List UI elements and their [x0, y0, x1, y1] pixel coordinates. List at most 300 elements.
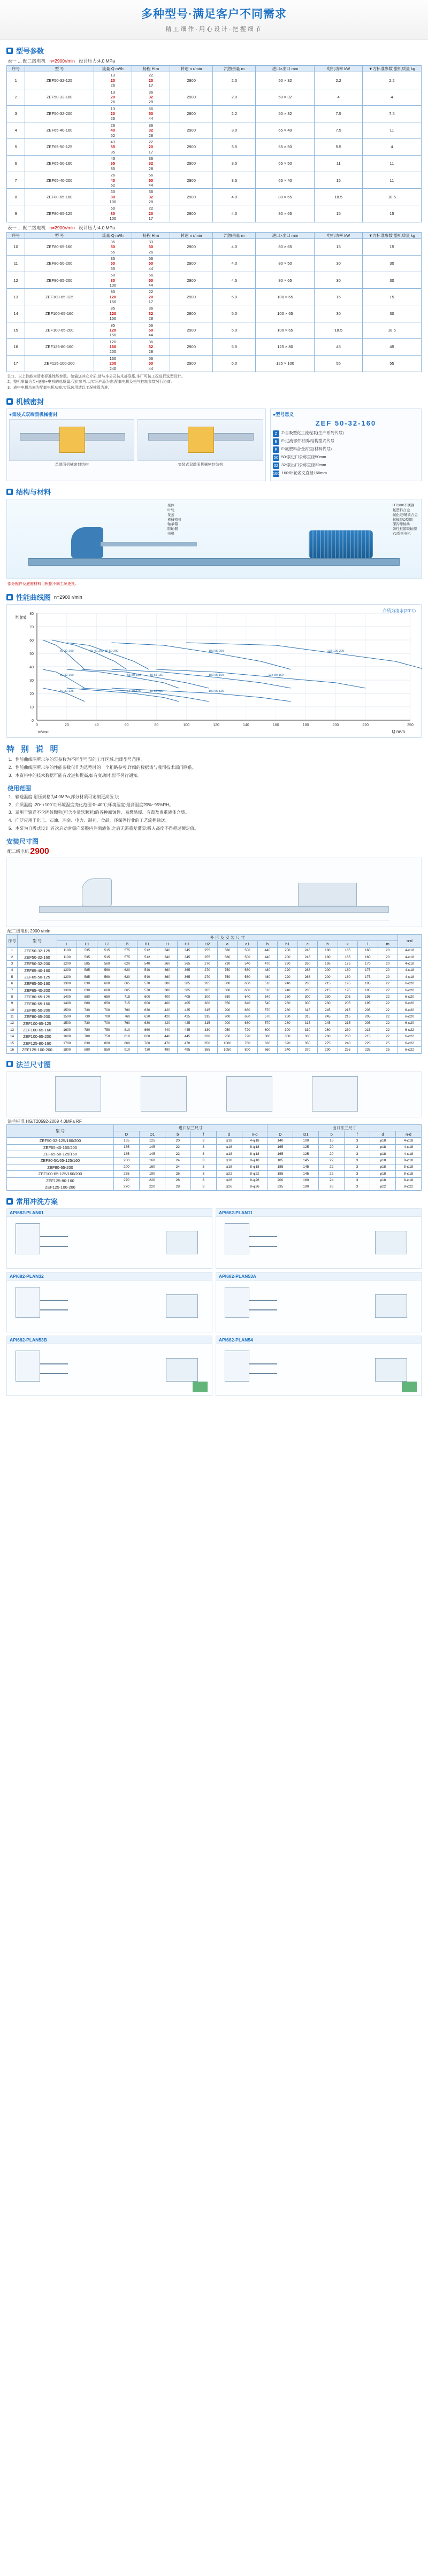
table-cell: 22 [378, 1034, 398, 1040]
note-line: 2、整机质量为泵+底座+电机的总质量,仅供参考,以实际产品为准;配套电机及电气控制参数另行协商。 [7, 380, 174, 384]
table-cell: 240 [278, 981, 297, 987]
table-row [7, 1184, 422, 1190]
table-cell: 140 [268, 1138, 293, 1144]
flow-value: 52 [110, 133, 115, 138]
table-cell: 700 [97, 1007, 117, 1013]
table-cell: 15 [7, 1040, 18, 1046]
table-cell: 25 [378, 1047, 398, 1053]
svg-text:50-32-200: 50-32-200 [60, 650, 74, 653]
table-cell: φ18 [216, 1158, 242, 1164]
pump-shape [375, 1231, 407, 1254]
head-cell [132, 172, 170, 189]
table-cell: 4.5 [213, 272, 256, 289]
table-cell: 6-φ20 [398, 1020, 422, 1027]
table-cell: ZEF125-100-200 [7, 1184, 114, 1190]
svg-text:65-50-125: 65-50-125 [127, 690, 141, 693]
table-cell: 25 [378, 1040, 398, 1046]
table-cell: 315 [197, 1007, 217, 1013]
table-cell: 600 [238, 981, 257, 987]
square-bullet-icon [6, 398, 13, 405]
table-cell: φ26 [216, 1177, 242, 1184]
structure-labels-left [167, 504, 181, 536]
structure-label: HT200/不锈钢 [392, 504, 415, 508]
flow-value: 65 [110, 144, 115, 150]
flush-plan-card [6, 1336, 212, 1396]
special-title: 特 别 说 明 [6, 745, 60, 754]
model-def-code: 50 [273, 455, 279, 460]
table-cell: 440 [157, 1027, 177, 1034]
svg-text:50-32-160: 50-32-160 [60, 674, 74, 677]
table-cell: 65 × 40 [256, 172, 315, 189]
head-value: 36 [148, 189, 154, 195]
table-cell: 15 [362, 289, 421, 305]
head-value: 17 [148, 149, 154, 155]
table-cell: φ22 [216, 1171, 242, 1177]
table-cell: 200 [318, 967, 338, 974]
col-header: 转速 n r/min [170, 66, 212, 72]
table-cell: 230 [318, 1000, 338, 1007]
table-cell: 100 × 65 [256, 322, 315, 338]
model-def-items [273, 430, 419, 477]
table-cell: 1500 [57, 1007, 77, 1013]
table-cell: ZEF125-80-160 [25, 338, 94, 355]
svg-text:0: 0 [36, 723, 38, 728]
table-cell: 220 [139, 1177, 165, 1184]
sub-col-header: H [157, 941, 177, 947]
table-cell: 12 [7, 1020, 18, 1027]
table-cell: 160 [358, 954, 378, 960]
table-cell: 1700 [57, 1040, 77, 1046]
table-cell: 22 [165, 1144, 190, 1151]
table-cell: 5.0 [213, 289, 256, 305]
table-cell: 760 [117, 1020, 137, 1027]
table-cell: 400 [157, 994, 177, 1000]
table-cell: 18.5 [362, 189, 421, 205]
section-header-structure [6, 487, 428, 497]
sub-col-header: b [319, 1131, 345, 1137]
table-cell: 425 [177, 1007, 197, 1013]
table-cell: 245 [318, 1020, 338, 1027]
table-cell: 275 [318, 1040, 338, 1046]
table-cell: 540 [257, 994, 277, 1000]
table-cell: ZEF80-65-125 [18, 994, 57, 1000]
table-cell: 420 [157, 1014, 177, 1020]
table-cell: φ18 [370, 1158, 396, 1164]
col-header: 型 号 [25, 66, 94, 72]
head-cell [132, 272, 170, 289]
model-def-code: 160 [272, 471, 280, 476]
flush-plan-card [216, 1336, 422, 1396]
table-cell: 175 [338, 961, 357, 967]
table-cell: 9 [7, 205, 25, 222]
table-cell: 10 [7, 1007, 18, 1013]
sub-col-header: l [358, 941, 378, 947]
table-cell: 255 [197, 954, 217, 960]
table-cell: 255 [197, 947, 217, 954]
table-cell: 12 [7, 272, 25, 289]
flow-cell [94, 322, 132, 338]
table-cell: 680 [238, 1007, 257, 1013]
svg-text:65-50-160: 65-50-160 [127, 674, 141, 677]
table-cell: 5.5 [315, 138, 362, 155]
head-value: 44 [148, 116, 154, 121]
table-cell: ZEF65-50-125/160 [7, 1151, 114, 1158]
table-cell: 100 × 65 [256, 305, 315, 322]
table-cell: 16 [7, 338, 25, 355]
table-row [7, 272, 422, 289]
table-cell: 55 [315, 355, 362, 372]
table-cell: 255 [338, 1047, 357, 1053]
flow-cell [94, 189, 132, 205]
table-cell: 3 [190, 1184, 216, 1190]
note-line: 注:1、以上性能为清水标准性能参数。如输送其它介质,请与本公司技术部联系,本厂可按工况进行选型设计。 [7, 374, 185, 379]
table-cell: 570 [257, 1020, 277, 1027]
paragraph: 1、输送温度:耐压规格为4.0MPa,部分材质可定制更高压力; [9, 794, 119, 799]
table-cell: 760 [238, 1040, 257, 1046]
table-cell: 22 [165, 1151, 190, 1158]
flow-value: 20 [110, 94, 115, 99]
col-header-group: 外 形 及 安 装 尺 寸 [57, 934, 398, 940]
table-cell: 510 [257, 981, 277, 987]
section-header-flange [6, 1059, 428, 1069]
flush-plan-title: API682-PLAN32 [7, 1272, 212, 1281]
table-cell: 24 [319, 1177, 345, 1184]
paragraph: 3、本资料中的技术数据可能有改进和提高,如有变动时,恕不另行通知。 [9, 773, 142, 778]
table-cell: 285 [197, 987, 217, 993]
table-cell: 4-φ18 [395, 1144, 421, 1151]
table-cell: 240 [278, 987, 297, 993]
table-cell: 5.0 [213, 322, 256, 338]
table-cell: 405 [177, 1000, 197, 1007]
table-cell: 570 [257, 1014, 277, 1020]
install-header-row-1 [7, 934, 422, 940]
flow-value: 240 [109, 366, 117, 371]
table-cell: φ26 [216, 1184, 242, 1190]
table-cell: 270 [197, 961, 217, 967]
table-cell: 360 [157, 967, 177, 974]
table-cell: 230 [318, 994, 338, 1000]
flow-cell [94, 272, 132, 289]
svg-text:180: 180 [302, 723, 309, 728]
flow-value: 13 [110, 73, 115, 78]
table-cell: 340 [157, 954, 177, 960]
table-cell: 80 × 65 [256, 205, 315, 222]
svg-text:60: 60 [29, 639, 34, 643]
svg-text:100: 100 [183, 723, 190, 728]
table-row [7, 89, 422, 105]
table-cell: 2900 [170, 72, 212, 89]
table-cell: 260 [278, 994, 297, 1000]
table-cell: 470 [177, 1040, 197, 1046]
table-cell: ZEF80-65-200 [25, 272, 94, 289]
table-cell: 3 [7, 105, 25, 122]
table2-caption-text: 表一 ... 配二级电机 [7, 225, 46, 230]
flange-table-head [7, 1124, 422, 1138]
pump-shape [166, 1358, 198, 1382]
table-cell: 195 [358, 994, 378, 1000]
table-cell: 440 [257, 954, 277, 960]
table-cell: ZEF80-50/65-125/160 [7, 1158, 114, 1164]
flow-cell [94, 138, 132, 155]
table-cell: φ18 [216, 1138, 242, 1144]
table-row [7, 105, 422, 122]
table-row [7, 947, 422, 954]
table-cell: 195 [338, 987, 357, 993]
table-cell: 7 [7, 987, 18, 993]
table-row [7, 1000, 422, 1007]
table-cell: 235 [114, 1171, 140, 1177]
table-cell: 280 [278, 1007, 297, 1013]
reservoir-shape [225, 1223, 249, 1254]
table-cell: 175 [358, 967, 378, 974]
table-cell: ZEF100-65-160 [25, 305, 94, 322]
table-cell: 1 [7, 947, 18, 954]
table-cell: 260 [297, 961, 317, 967]
table-cell: 4.0 [213, 238, 256, 255]
pipe-line [249, 1363, 277, 1364]
seal-figure-single [9, 419, 134, 467]
table-cell: 200 [114, 1164, 140, 1170]
flush-plan-card [6, 1208, 212, 1269]
table-cell: 170 [358, 961, 378, 967]
table-cell: 100 [293, 1138, 319, 1144]
table-cell: 730 [217, 961, 237, 967]
table-row [7, 994, 422, 1000]
table-cell: φ18 [216, 1144, 242, 1151]
table-cell: 1500 [57, 1014, 77, 1020]
table-cell: 830 [77, 1040, 97, 1046]
performance-chart [6, 604, 422, 738]
flow-value: 85 [110, 149, 115, 155]
table-cell: 660 [137, 1034, 157, 1040]
table-cell: 665 [117, 981, 137, 987]
flow-value: 26 [110, 173, 115, 178]
table-cell: 17 [7, 355, 25, 372]
flow-cell [94, 289, 132, 305]
table-cell: 24 [165, 1158, 190, 1164]
head-value: 33 [148, 239, 154, 244]
table-cell: 4.0 [213, 205, 256, 222]
table-cell: 620 [117, 967, 137, 974]
table-cell: 2.0 [213, 72, 256, 89]
flow-value: 43 [110, 156, 115, 161]
table-cell: 360 [157, 961, 177, 967]
table-cell: 80 × 65 [256, 272, 315, 289]
table-cell: 1 [7, 72, 25, 89]
table-cell: 540 [137, 974, 157, 981]
table-cell: 495 [177, 1047, 197, 1053]
table-cell: ZEF80-65-125 [25, 205, 94, 222]
svg-text:100-65-160: 100-65-160 [208, 674, 224, 677]
table-cell: 780 [77, 1034, 97, 1040]
table-cell: 80 × 50 [256, 256, 315, 272]
table-cell: 680 [77, 1000, 97, 1007]
table-cell: 4 [362, 138, 421, 155]
pump-outline-shape [82, 878, 112, 906]
sub-col-header: D [114, 1131, 140, 1137]
install-header-row-2 [7, 941, 422, 947]
table-cell: 900 [217, 1020, 237, 1027]
table-cell: 270 [197, 967, 217, 974]
table-cell: 26 [165, 1171, 190, 1177]
table-cell: 560 [238, 967, 257, 974]
table-cell: 385 [177, 987, 197, 993]
table-cell: 315 [297, 1014, 317, 1020]
model-def-item [273, 430, 419, 437]
svg-text:220: 220 [362, 723, 369, 728]
table-cell: 1000 [217, 1040, 237, 1046]
table-cell: 300 [297, 1000, 317, 1007]
head-value: 28 [148, 133, 154, 138]
section-title-curve: 性能曲线图 [16, 593, 51, 602]
table-cell: 20 [378, 947, 398, 954]
square-bullet-icon [6, 1061, 13, 1067]
table-cell: 2900 [170, 272, 212, 289]
table-cell: 10 [7, 238, 25, 255]
table-cell: 3 [345, 1138, 370, 1144]
structure-labels-right [393, 504, 418, 536]
table-cell: ZEF80-65-160 [25, 189, 94, 205]
table-cell: 9 [7, 1000, 18, 1007]
table-cell: 185 [268, 1164, 293, 1170]
table-cell: ZEF100-65-200 [25, 322, 94, 338]
table1-caption [7, 58, 428, 64]
table-cell: 365 [177, 974, 197, 981]
table-cell: 50 × 32 [256, 72, 315, 89]
head-value: 22 [148, 289, 154, 295]
table-row [7, 1040, 422, 1046]
table-cell: 715 [117, 1000, 137, 1007]
table-cell: 730 [77, 1007, 97, 1013]
table-row [7, 1151, 422, 1158]
table-row [7, 954, 422, 960]
flow-value: 100 [109, 199, 117, 204]
svg-text:120: 120 [213, 723, 219, 728]
page-banner [0, 0, 428, 40]
table-cell: 2900 [170, 156, 212, 172]
head-cell [132, 205, 170, 222]
flow-value: 50 [110, 244, 115, 250]
table-cell: 300 [297, 994, 317, 1000]
table-cell: 2900 [170, 338, 212, 355]
page-title: 多种型号·满足客户不同需求 [141, 8, 287, 20]
reservoir-shape [16, 1223, 40, 1254]
table-cell: 20 [378, 967, 398, 974]
sub-col-header: b1 [278, 941, 297, 947]
table-cell: 345 [177, 954, 197, 960]
flow-cell [94, 256, 132, 272]
table-cell: 750 [97, 1027, 117, 1034]
sub-col-header: B1 [137, 941, 157, 947]
flange-table-wrapper [6, 1124, 422, 1191]
flush-plan-title: API682-PLAN54 [216, 1336, 421, 1344]
table-row [7, 189, 422, 205]
table-cell: 1300 [57, 987, 77, 993]
table-cell: ZEF50-32-200 [18, 961, 57, 967]
table-cell: 145 [139, 1144, 165, 1151]
table-cell: ZEF65-50-160 [25, 156, 94, 172]
table-cell: 22 [378, 1000, 398, 1007]
table-row [7, 1007, 422, 1013]
table-cell: 1600 [57, 1027, 77, 1034]
head-value: 36 [148, 339, 154, 344]
shaft-shape [101, 542, 197, 546]
table-cell: 220 [278, 961, 297, 967]
table-cell: 540 [257, 1000, 277, 1007]
base-frame-shape [39, 906, 389, 913]
structure-label: 深沟球轴承 [392, 522, 410, 527]
flange-figure [6, 1071, 422, 1117]
model-code: ZEF 50-32-160 [315, 419, 377, 428]
flow-value: 35 [110, 239, 115, 244]
table-cell: 760 [117, 1014, 137, 1020]
table-cell: 350 [197, 1040, 217, 1046]
table-cell: ZEF50-32-125 [25, 72, 94, 89]
table-cell: 575 [117, 947, 137, 954]
pipe-line [249, 1373, 277, 1374]
table-row [7, 987, 422, 993]
table-cell: 560 [97, 967, 117, 974]
head-cell [132, 338, 170, 355]
table2-caption-rpm: n=2900r/min [49, 225, 75, 230]
flow-value: 40 [110, 128, 115, 133]
table-cell: 4 [362, 89, 421, 105]
head-value: 32 [148, 344, 154, 349]
flow-value: 120 [109, 311, 117, 316]
curve-rpm-label: n=2900 r/min [54, 594, 82, 600]
flow-cell [94, 72, 132, 89]
model-def-code: E [273, 438, 279, 445]
table-cell: 215 [358, 1034, 378, 1040]
table-cell: 2900 [170, 89, 212, 105]
flow-value: 150 [109, 333, 117, 338]
table-cell: 160 [293, 1177, 319, 1184]
table-cell: 3 [190, 1177, 216, 1184]
table-cell: 20 [378, 954, 398, 960]
head-value: 56 [148, 322, 154, 328]
table-cell: 515 [97, 947, 117, 954]
table-cell: 850 [217, 994, 237, 1000]
table-cell: 30 [315, 305, 362, 322]
col-header-group: 进口法兰尺寸 [114, 1124, 268, 1131]
table-cell: 280 [278, 1014, 297, 1020]
svg-text:70: 70 [29, 626, 34, 630]
sub-col-header: D1 [293, 1131, 319, 1137]
table-cell: 600 [137, 1000, 157, 1007]
flow-value: 80 [110, 211, 115, 216]
head-cell [132, 305, 170, 322]
sub-col-header: H1 [177, 941, 197, 947]
table-cell: 20 [378, 974, 398, 981]
model-def-caption: ●型号意义 [272, 412, 294, 418]
flow-value: 80 [110, 277, 115, 283]
sub-col-header: L1 [77, 941, 97, 947]
seal-figure-double [137, 419, 263, 467]
pump-shape [375, 1294, 407, 1318]
head-value: 44 [148, 266, 154, 271]
svg-text:200: 200 [332, 723, 339, 728]
sub-col-header: k [338, 941, 357, 947]
table-cell: 650 [97, 1000, 117, 1007]
table-cell: 780 [77, 1027, 97, 1034]
table-cell: 205 [358, 1020, 378, 1027]
table-cell: ZEF50-32-160 [25, 89, 94, 105]
table-cell: 3 [345, 1177, 370, 1184]
table-cell: 8-φ26 [242, 1177, 268, 1184]
table-cell: 270 [114, 1177, 140, 1184]
table-cell: 8-φ18 [395, 1164, 421, 1170]
table-cell: 880 [77, 1047, 97, 1053]
